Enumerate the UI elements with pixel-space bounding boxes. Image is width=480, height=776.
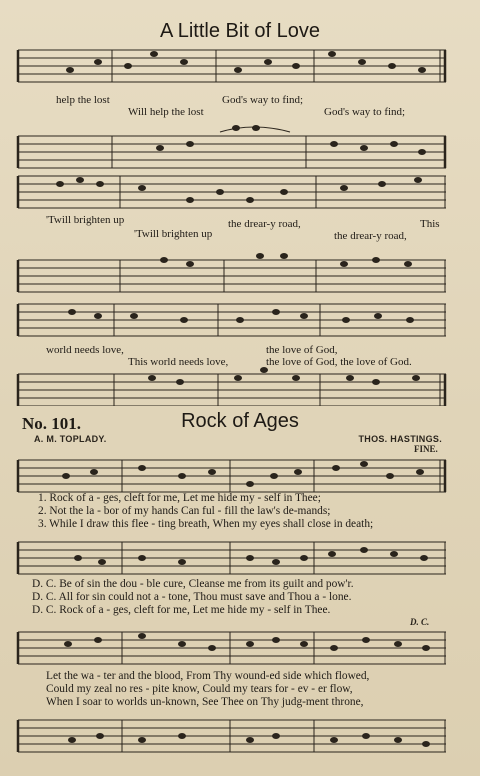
music-staff: [14, 40, 450, 92]
lyric-line: the love of God, the love of God.: [266, 356, 412, 368]
hymn-number: No. 101.: [22, 414, 82, 433]
lyric-line: the love of God,: [266, 344, 338, 356]
music-staff: [14, 626, 450, 670]
lyric-line: Could my zeal no res - pite know, Could my tears for - ev - er flow,: [46, 683, 353, 695]
lyric-line: This world needs love,: [128, 356, 229, 368]
music-staff: [14, 534, 450, 576]
lyric-line: D. C. All for sin could not a - tone, Thou must save and Thou a - lone.: [32, 591, 352, 603]
lyric-line: 'Twill brighten up: [46, 214, 125, 226]
lyric-line: This: [420, 218, 440, 230]
lyric-line: the drear-y road,: [334, 230, 407, 242]
lyric-line: God's way to find;: [222, 94, 304, 106]
lyric-line: world needs love,: [46, 344, 124, 356]
music-staff: [14, 710, 450, 760]
song-title: A Little Bit of Love: [159, 20, 321, 42]
lyric-line: 'Twill brighten up: [134, 228, 213, 240]
lyricist-credit: A. M. TOPLADY.: [34, 434, 107, 444]
lyric-line: D. C. Rock of a - ges, cleft for me, Let me hide my - self in Thee.: [32, 604, 331, 616]
lyric-line: God's way to find;: [324, 106, 406, 118]
dc-marking: D. C.: [410, 617, 430, 627]
music-staff: [14, 366, 450, 406]
lyric-line: When I soar to worlds un-known, See Thee on Thy judg-ment throne,: [46, 696, 364, 708]
composer-credit: THOS. HASTINGS.: [358, 434, 442, 444]
lyric-line: help the lost: [56, 94, 110, 106]
lyric-line: the drear-y road,: [228, 218, 301, 230]
music-staff: [14, 300, 450, 346]
lyric-line: 2. Not the la - bor of my hands Can ful - fill the law's de-mands;: [38, 505, 331, 517]
lyric-line: 3. While I draw this flee - ting breath, When my eyes shall close in death;: [38, 518, 374, 530]
lyric-line: Will help the lost: [128, 106, 204, 118]
lyric-line: D. C. Be of sin the dou - ble cure, Cleanse me from its guilt and pow'r.: [32, 578, 354, 590]
music-staff: [14, 124, 450, 174]
lyric-line: 1. Rock of a - ges, cleft for me, Let me hide my - self in Thee;: [38, 492, 321, 504]
fine-marking: FINE.: [414, 444, 438, 454]
lyric-line: Let the wa - ter and the blood, From Thy wound-ed side which flowed,: [46, 670, 370, 682]
song-title: Rock of Ages: [181, 410, 299, 432]
music-staff: [14, 248, 450, 294]
